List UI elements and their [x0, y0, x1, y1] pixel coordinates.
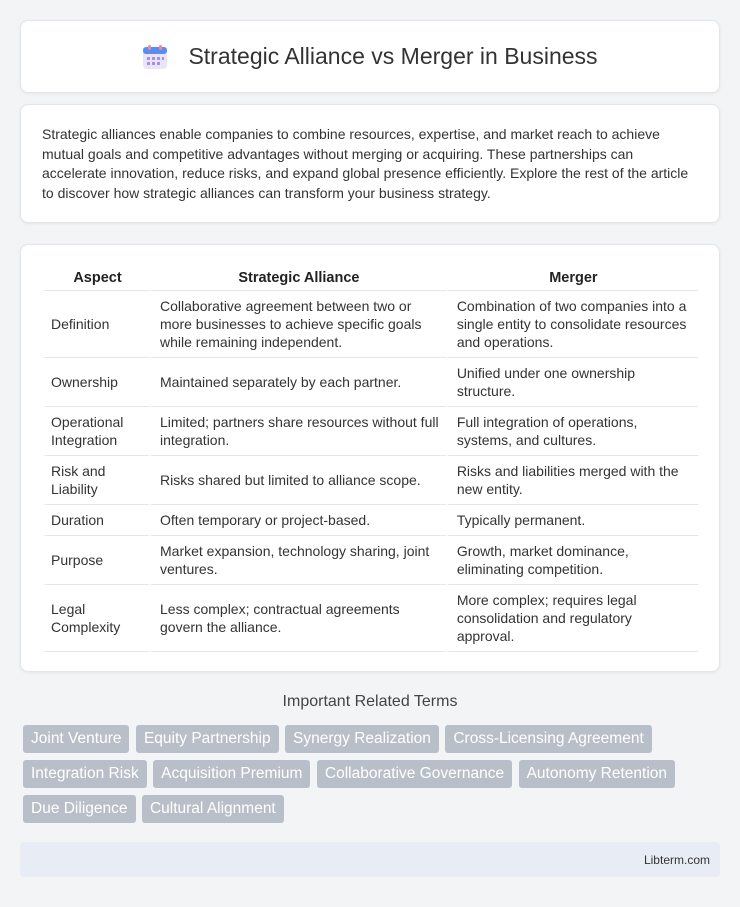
table-row — [43, 505, 698, 536]
table-cell: Definition — [43, 291, 149, 358]
column-header-merger: Merger — [446, 265, 698, 291]
table-cell: Risks shared but limited to alliance scope. — [149, 456, 446, 505]
column-header-strategic-alliance: Strategic Alliance — [149, 265, 446, 291]
term-tag[interactable]: Cross-Licensing Agreement — [445, 725, 651, 753]
table-cell: Duration — [43, 505, 149, 536]
term-tag[interactable]: Due Diligence — [23, 795, 136, 823]
table-cell: Unified under one ownership structure. — [446, 358, 698, 407]
header-card — [20, 20, 720, 93]
footer-site-link[interactable]: Libterm.com — [643, 852, 710, 867]
table-cell: Legal Complexity — [43, 585, 149, 652]
table-cell: Limited; partners share resources without full integration. — [149, 407, 446, 456]
comparison-table-card — [20, 244, 720, 672]
table-row — [43, 291, 698, 358]
term-tag[interactable]: Joint Venture — [23, 725, 129, 753]
table-cell: Growth, market dominance, eliminating competition. — [446, 536, 698, 585]
table-cell: Purpose — [43, 536, 149, 585]
table-cell: Collaborative agreement between two or more businesses to achieve specific goals while remaining independent. — [149, 291, 446, 358]
table-row — [43, 456, 698, 505]
comparison-table — [43, 265, 698, 652]
term-tag[interactable]: Cultural Alignment — [142, 795, 284, 823]
table-row — [43, 585, 698, 652]
table-cell: Risks and liabilities merged with the new entity. — [446, 456, 698, 505]
table-cell: Full integration of operations, systems, and cultures. — [446, 407, 698, 456]
table-cell: Operational Integration — [43, 407, 149, 456]
term-tag[interactable]: Autonomy Retention — [519, 760, 675, 788]
column-header-aspect: Aspect — [43, 265, 149, 291]
table-row — [43, 536, 698, 585]
table-cell: Typically permanent. — [446, 505, 698, 536]
intro-card — [20, 104, 720, 223]
term-tag[interactable]: Acquisition Premium — [153, 760, 310, 788]
footer — [20, 842, 720, 877]
table-row — [43, 407, 698, 456]
term-tag[interactable]: Integration Risk — [23, 760, 147, 788]
term-tag[interactable]: Equity Partnership — [136, 725, 279, 753]
intro-text: Strategic alliances enable companies to combine resources, expertise, and market reach to achieve mutual goals and competitive advantages without merging or acquiring. These partnerships can accelerate innovation, reduce risks, and expand global presence efficiently. Explore the rest of the article to discover how strategic alliances can transform your business strategy. — [42, 126, 689, 201]
table-cell: Less complex; contractual agreements govern the alliance. — [149, 585, 446, 652]
table-cell: Combination of two companies into a single entity to consolidate resources and operations. — [446, 291, 698, 358]
table-cell: Market expansion, technology sharing, joint ventures. — [149, 536, 446, 585]
table-cell: Often temporary or project-based. — [149, 505, 446, 536]
table-header-row — [43, 265, 698, 291]
related-terms-list — [23, 725, 713, 830]
table-cell: Ownership — [43, 358, 149, 407]
term-tag[interactable]: Synergy Realization — [285, 725, 439, 753]
term-tag[interactable]: Collaborative Governance — [317, 760, 512, 788]
table-row — [43, 358, 698, 407]
related-terms-title: Important Related Terms — [282, 693, 458, 710]
table-cell: More complex; requires legal consolidation and regulatory approval. — [446, 585, 698, 652]
table-cell: Risk and Liability — [43, 456, 149, 505]
page-title: Strategic Alliance vs Merger in Business — [188, 43, 598, 69]
table-cell: Maintained separately by each partner. — [149, 358, 446, 407]
calendar-icon — [142, 44, 168, 70]
